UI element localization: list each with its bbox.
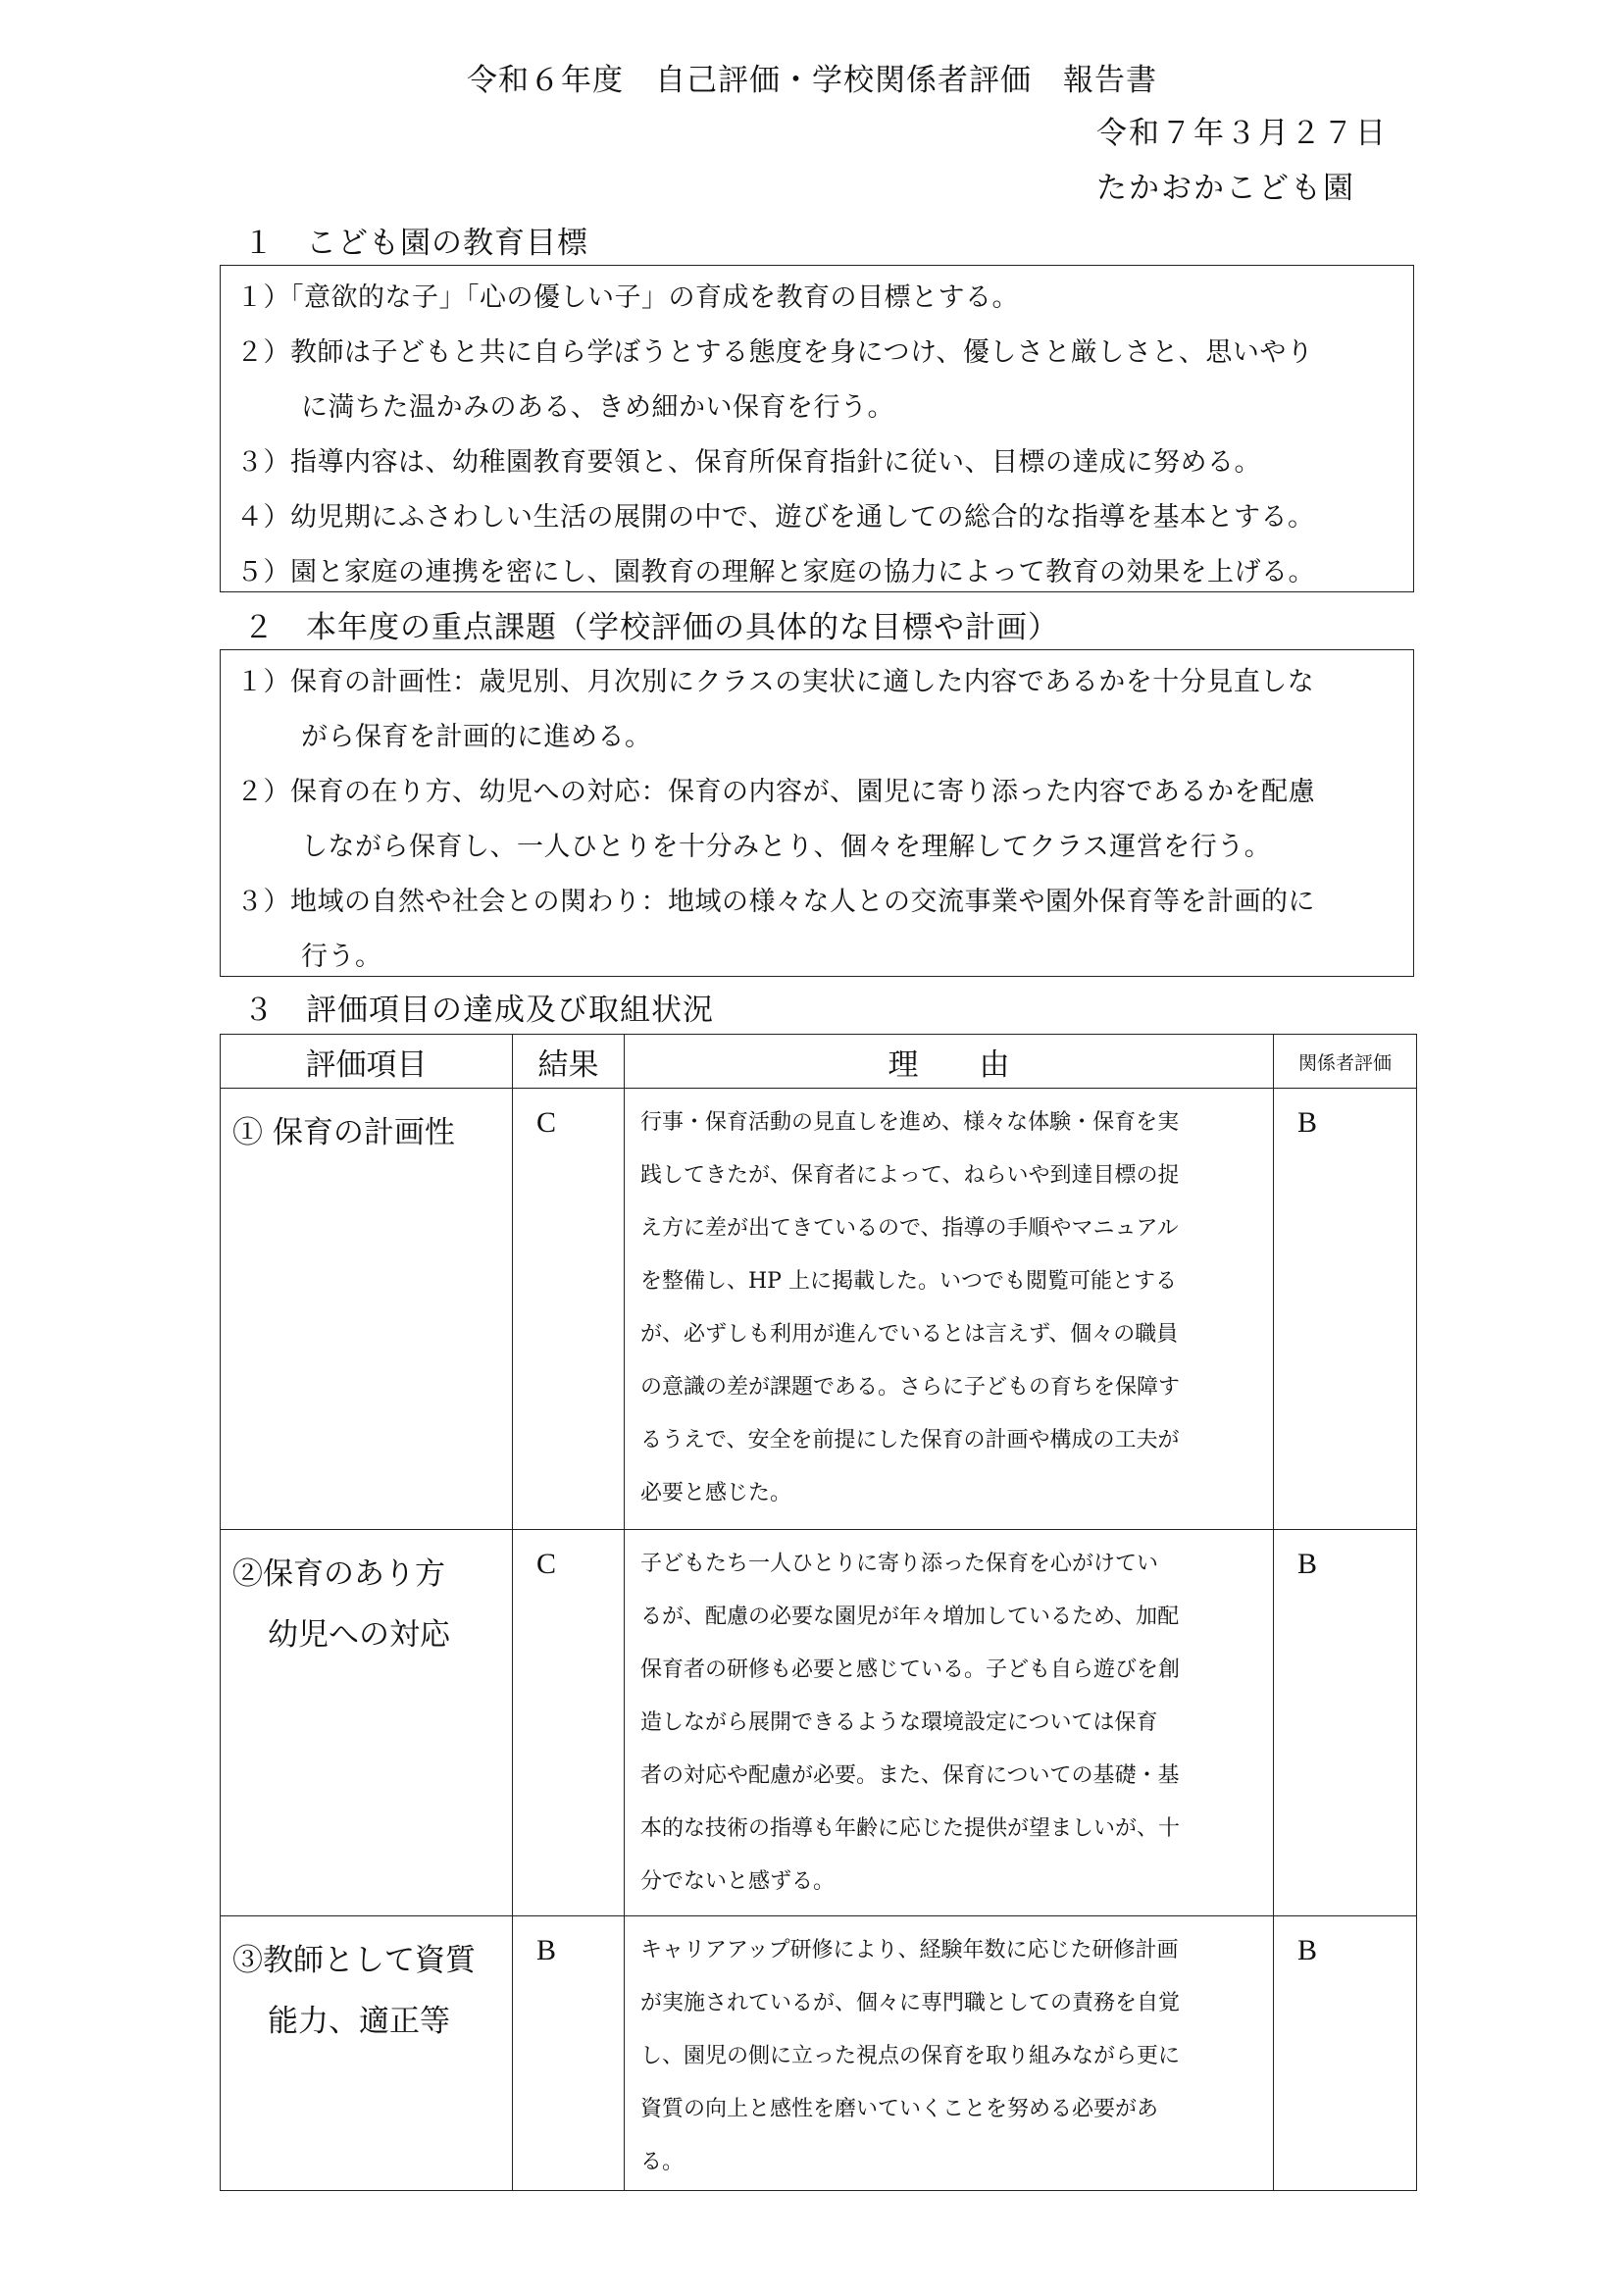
reason-line: 資質の向上と感性を磨いていくことを努める必要があ bbox=[640, 2097, 1159, 2121]
item-label: ③教師として資質 bbox=[232, 1943, 476, 1978]
table-row bbox=[221, 1089, 1417, 1530]
section2-priorities-box bbox=[220, 649, 1414, 977]
result-cell: C bbox=[513, 1530, 625, 1916]
item-cell bbox=[221, 1916, 513, 2191]
priority-line: 行う。 bbox=[301, 942, 382, 972]
reason-line: 必要と感じた。 bbox=[640, 1481, 792, 1505]
evaluation-table bbox=[220, 1034, 1417, 2191]
reason-line: を整備し、HP 上に掲載した。いつでも閲覧可能とする bbox=[640, 1269, 1177, 1294]
reason-line: が実施されているが、個々に専門職としての責務を自覚 bbox=[640, 1991, 1181, 2015]
page-title: 令和６年度 自己評価・学校関係者評価 報告書 bbox=[467, 63, 1157, 98]
column-header-result: 結果 bbox=[513, 1035, 625, 1089]
reason-line: 行事・保育活動の見直しを進め、様々な体験・保育を実 bbox=[640, 1110, 1180, 1135]
priority-line: ２）保育の在り方、幼児への対応：保育の内容が、園児に寄り添った内容であるかを配慮 bbox=[236, 777, 1315, 807]
goal-line: に満ちた温かみのある、きめ細かい保育を行う。 bbox=[301, 392, 894, 423]
section1-goals-box bbox=[220, 265, 1414, 592]
goal-line: ５）園と家庭の連携を密にし、園教育の理解と家庭の協力によって教育の効果を上げる。 bbox=[236, 557, 1315, 587]
reason-cell bbox=[625, 1089, 1274, 1530]
reason-line: 造しながら展開できるような環境設定については保育 bbox=[640, 1710, 1158, 1735]
item-label: ②保育のあり方 bbox=[232, 1556, 445, 1592]
reason-line: る。 bbox=[640, 2150, 685, 2174]
column-header-reason: 理 由 bbox=[625, 1035, 1274, 1089]
reason-line: 本的な技術の指導も年齢に応じた提供が望ましいが、十 bbox=[640, 1816, 1181, 1841]
stakeholder-eval-cell: B bbox=[1274, 1916, 1417, 2191]
goal-line: ２）教師は子どもと共に自ら学ぼうとする態度を身につけ、優しさと厳しさと、思いやり bbox=[236, 337, 1314, 368]
reason-line: るが、配慮の必要な園児が年々増加しているため、加配 bbox=[640, 1605, 1180, 1629]
table-row bbox=[221, 1916, 1417, 2191]
reason-line: るうえで、安全を前提にした保育の計画や構成の工夫が bbox=[640, 1428, 1180, 1453]
priority-line: がら保育を計画的に進める。 bbox=[301, 722, 652, 752]
table-row bbox=[221, 1530, 1417, 1916]
report-date: 令和７年３月２７日 bbox=[1096, 116, 1388, 151]
reason-line: の意識の差が課題である。さらに子どもの育ちを保障す bbox=[640, 1375, 1181, 1400]
goal-line: １）「意欲的な子」「心の優しい子」の育成を教育の目標とする。 bbox=[236, 282, 1019, 313]
goal-line: ４）幼児期にふさわしい生活の展開の中で、遊びを通しての総合的な指導を基本とする。 bbox=[236, 502, 1315, 533]
stakeholder-eval-cell: B bbox=[1274, 1530, 1417, 1916]
item-label-line2: 幼児への対応 bbox=[268, 1617, 450, 1653]
reason-line: 者の対応や配慮が必要。また、保育についての基礎・基 bbox=[640, 1763, 1180, 1788]
reason-line: キャリアアップ研修により、経験年数に応じた研修計画 bbox=[640, 1938, 1179, 1963]
reason-line: え方に差が出てきているので、指導の手順やマニュアル bbox=[640, 1216, 1179, 1241]
reason-cell bbox=[625, 1530, 1274, 1916]
priority-line: １）保育の計画性：歳児別、月次別にクラスの実状に適した内容であるかを十分見直しな bbox=[236, 667, 1315, 697]
goal-line: ３）指導内容は、幼稚園教育要領と、保育所保育指針に従い、目標の達成に努める。 bbox=[236, 447, 1261, 478]
priority-line: ３）地域の自然や社会との関わり：地域の様々な人との交流事業や園外保育等を計画的に bbox=[236, 887, 1315, 917]
item-label: ① 保育の計画性 bbox=[232, 1115, 455, 1150]
section1-heading: １ こども園の教育目標 bbox=[243, 226, 588, 261]
item-cell bbox=[221, 1089, 513, 1530]
reason-line: 保育者の研修も必要と感じている。子ども自ら遊びを創 bbox=[640, 1657, 1181, 1682]
section3-heading: ３ 評価項目の達成及び取組状況 bbox=[243, 993, 714, 1028]
item-cell bbox=[221, 1530, 513, 1916]
stakeholder-eval-cell: B bbox=[1274, 1089, 1417, 1530]
reason-line: 分でないと感ずる。 bbox=[640, 1869, 836, 1894]
result-cell: B bbox=[513, 1916, 625, 2191]
organization-name: たかおかこども園 bbox=[1096, 171, 1355, 206]
column-header-stakeholder: 関係者評価 bbox=[1274, 1035, 1417, 1089]
reason-line: が、必ずしも利用が進んでいるとは言えず、個々の職員 bbox=[640, 1322, 1179, 1347]
reason-line: し、園児の側に立った視点の保育を取り組みながら更に bbox=[640, 2044, 1181, 2068]
table-header-row bbox=[221, 1035, 1417, 1089]
column-header-item: 評価項目 bbox=[221, 1035, 513, 1089]
priority-line: しながら保育し、一人ひとりを十分みとり、個々を理解してクラス運営を行う。 bbox=[301, 832, 1272, 862]
reason-line: 践してきたが、保育者によって、ねらいや到達目標の捉 bbox=[640, 1163, 1180, 1188]
reason-cell bbox=[625, 1916, 1274, 2191]
section2-heading: ２ 本年度の重点課題（学校評価の具体的な目標や計画） bbox=[243, 610, 1059, 645]
reason-line: 子どもたち一人ひとりに寄り添った保育を心がけてい bbox=[640, 1552, 1159, 1576]
item-label-line2: 能力、適正等 bbox=[268, 2004, 450, 2039]
result-cell: C bbox=[513, 1089, 625, 1530]
